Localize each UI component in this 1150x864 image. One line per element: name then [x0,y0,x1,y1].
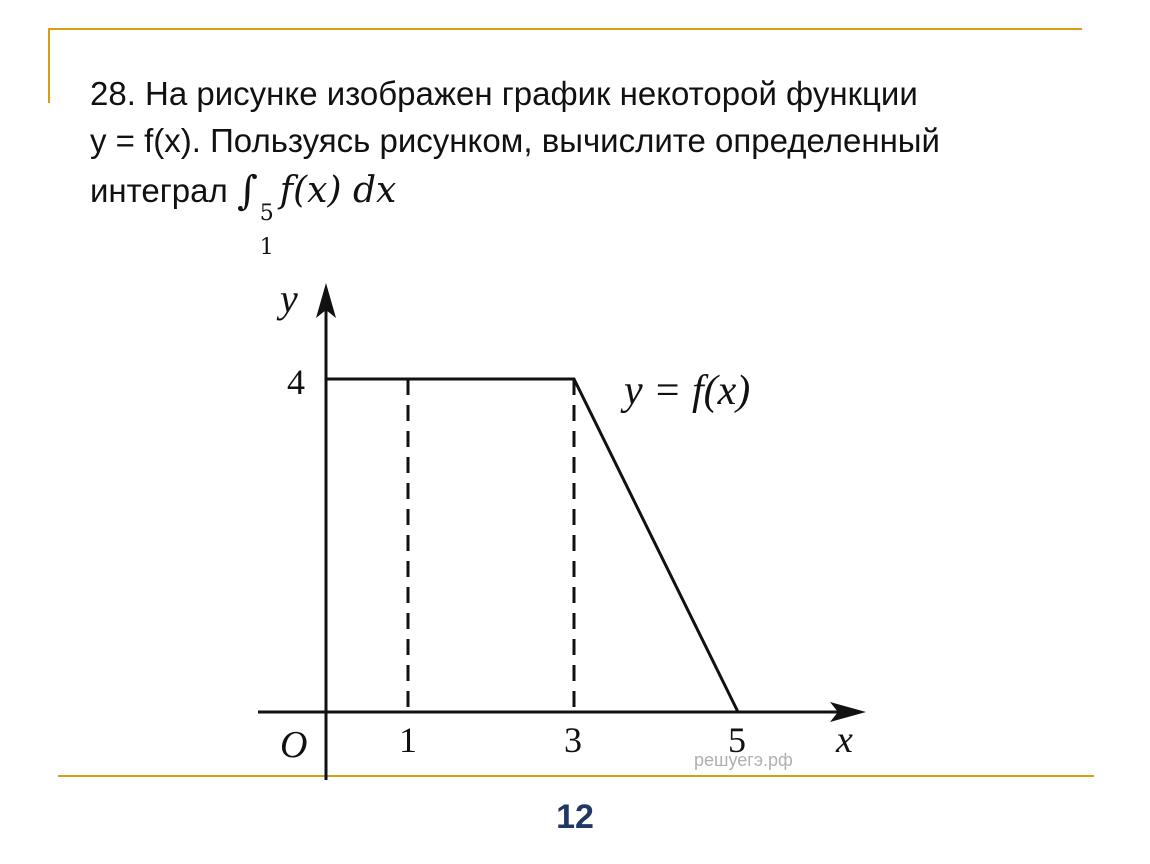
problem-line-2: y = f(x). Пользуясь рисунком, вычислите определенный [90,122,940,159]
integral-sign: ∫ [236,168,258,214]
x-tick-label-1: 1 [399,720,417,760]
integral-upper-limit: 5 [259,201,274,226]
integral-word: интеграл [90,172,228,209]
x-tick-label-3: 3 [564,720,582,760]
x-axis-label: x [836,719,853,761]
function-label: y = f(x) [624,368,751,414]
page-number: 12 [556,798,594,836]
integral-lower-limit: 1 [259,235,274,260]
x-tick-label-5: 5 [728,720,746,760]
problem-line-1: 28. На рисунке изображен график некоторой функции [90,75,918,112]
function-curve [326,379,738,712]
y-axis-label: y [280,276,298,321]
watermark: решуегэ.рф [694,750,793,770]
origin-label: O [280,724,308,766]
y-tick-label-4: 4 [287,362,305,402]
integrand: f(x) dx [279,170,397,211]
